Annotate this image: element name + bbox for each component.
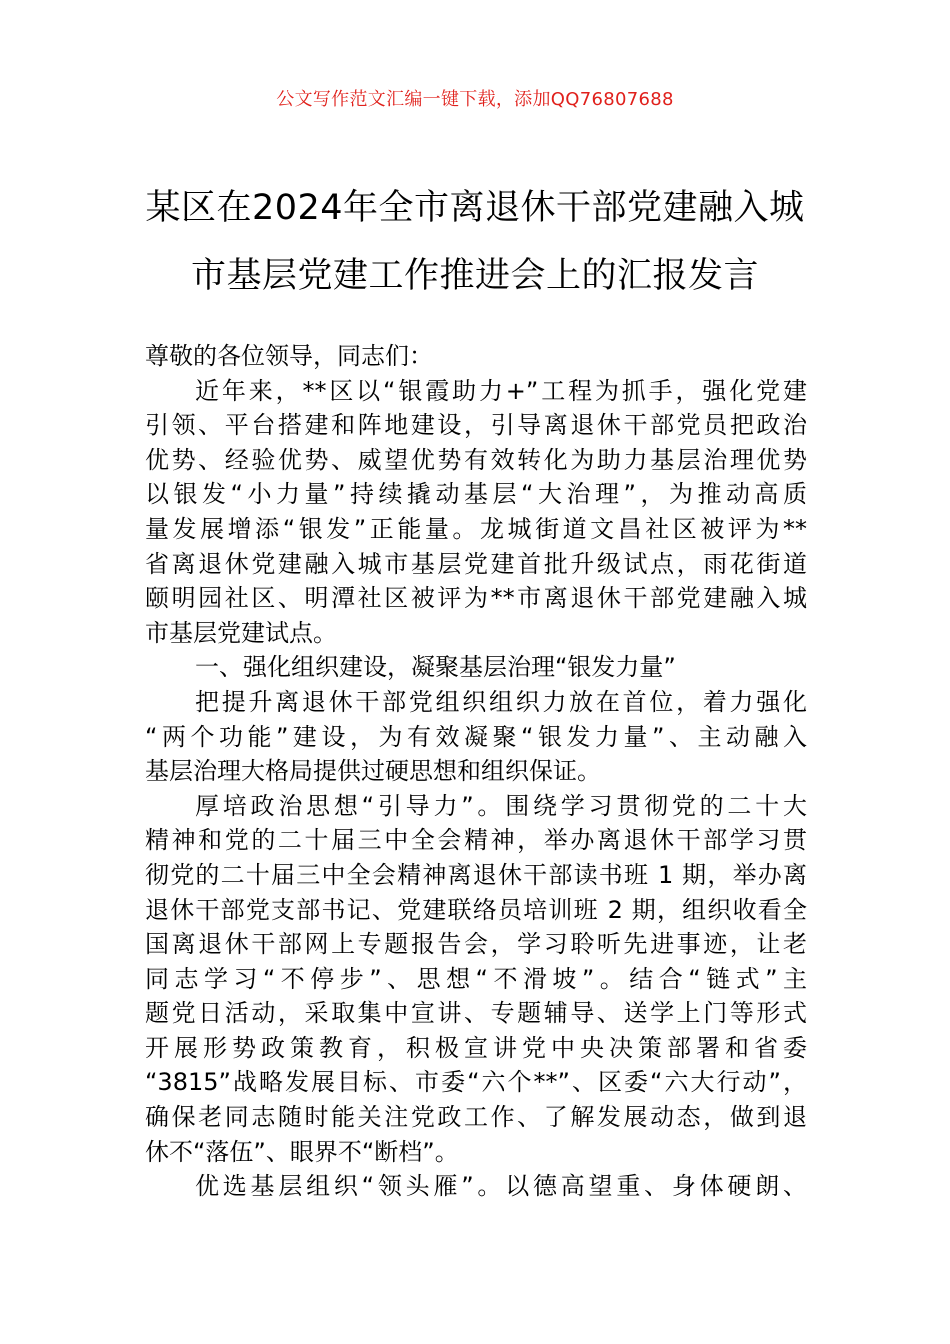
- body-text-line: 休不“落伍”、眼界不“断档”。: [145, 1137, 459, 1166]
- body-text-line: 市基层党建试点。: [145, 618, 337, 647]
- document-body: [145, 339, 807, 1204]
- body-text-line: 题党日活动，采取集中宣讲、专题辅导、送学上门等形式: [145, 999, 807, 1028]
- body-text-line: 以银发“小力量”持续撬动基层“大治理”，为推动高质: [145, 480, 807, 509]
- body-text-line: 国离退休干部网上专题报告会，学习聆听先进事迹，让老: [145, 930, 807, 959]
- body-text-line: 开展形势政策教育，积极宣讲党中央决策部署和省委: [145, 1033, 807, 1062]
- download-banner-link[interactable]: 公文写作范文汇编一键下载，添加QQ76807688: [276, 89, 674, 110]
- body-text-line: 彻党的二十届三中全会精神离退休干部读书班 1 期，举办离: [145, 860, 807, 889]
- body-text-line: 一、强化组织建设，凝聚基层治理“银发力量”: [195, 653, 676, 682]
- body-text-line: 量发展增添“银发”正能量。龙城街道文昌社区被评为**: [145, 514, 807, 543]
- body-text-line: 优势、经验优势、威望优势有效转化为助力基层治理优势: [145, 445, 807, 474]
- body-text-line: 精神和党的二十届三中全会精神，举办离退休干部学习贯: [145, 826, 807, 855]
- body-text-line: 尊敬的各位领导，同志们：: [145, 342, 433, 370]
- body-text-line: “3815”战略发展目标、市委“六个**”、区委“六大行动”，: [145, 1068, 807, 1097]
- document-title-line-1: 某区在2024年全市离退休干部党建融入城: [145, 188, 805, 228]
- body-text-line: 省离退休党建融入城市基层党建首批升级试点，雨花街道: [145, 549, 807, 578]
- body-text-line: 基层治理大格局提供过硬思想和组织保证。: [145, 757, 601, 786]
- body-text-line: “两个功能”建设，为有效凝聚“银发力量”、主动融入: [145, 722, 807, 751]
- body-text-line: 颐明园社区、明潭社区被评为**市离退休干部党建融入城: [145, 584, 807, 613]
- body-text-line: 退休干部党支部书记、党建联络员培训班 2 期，组织收看全: [145, 895, 807, 924]
- body-text-line: 近年来，**区以“银霞助力+”工程为抓手，强化党建: [195, 376, 807, 405]
- body-text-line: 引领、平台搭建和阵地建设，引导离退休干部党员把政治: [145, 411, 807, 440]
- body-text-line: 优选基层组织“领头雁”。以德高望重、身体硬朗、: [195, 1172, 807, 1201]
- body-text-line: 同志学习“不停步”、思想“不滑坡”。结合“链式”主: [145, 964, 807, 993]
- body-text-line: 把提升离退休干部党组织组织力放在首位，着力强化: [195, 687, 807, 716]
- document-title-line-2: 市基层党建工作推进会上的汇报发言: [190, 256, 759, 296]
- body-text-line: 确保老同志随时能关注党政工作、了解发展动态，做到退: [145, 1103, 807, 1132]
- body-text-line: 厚培政治思想“引导力”。围绕学习贯彻党的二十大: [195, 791, 807, 820]
